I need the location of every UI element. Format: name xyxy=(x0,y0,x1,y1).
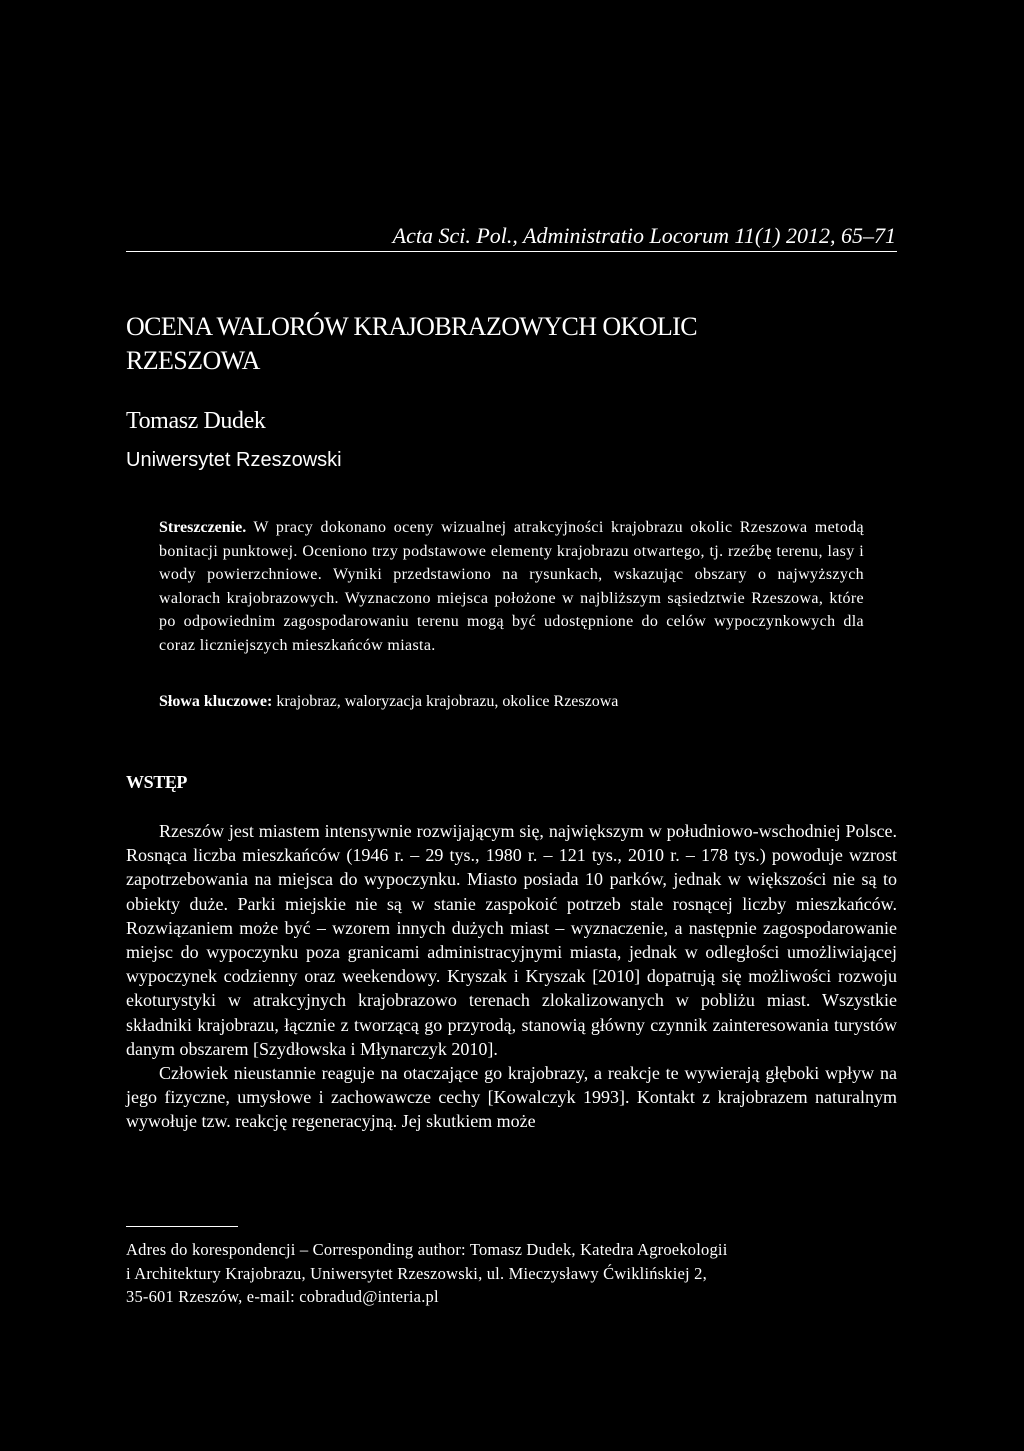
abstract-text: W pracy dokonano oceny wizualnej atrakcyjności krajobrazu okolic Rzeszowa metodą bonitacji punktowej. Oceniono trzy podstawowe elementy krajobrazu otwartego, tj. rzeźbę terenu, lasy i wody powierzchniowe. Wyniki przedstawiono na rysunkach, wskazując obszary o najwyższych walorach krajobrazowych. Wyznaczono miejsca położone w najbliższym sąsiedztwie Rzeszowa, które po odpowiednim zagospodarowaniu terenu mogą być udostępnione do celów wypoczynkowych dla coraz liczniejszych mieszkańców miasta. xyxy=(159,519,865,654)
footnote-line: i Architektury Krajobrazu, Uniwersytet Rzeszowski, ul. Mieczysławy Ćwiklińskiej 2, xyxy=(126,1263,707,1283)
body-paragraph: Człowiek nieustannie reaguje na otaczające go krajobrazy, a reakcje te wywierają głęboki wpływ na jego fizyczne, umysłowe i zachowawcze cechy [Kowalczyk 1993]. Kontakt z krajobrazem naturalnym wywołuje tzw. reakcję regeneracyjną. Jej skutkiem może xyxy=(126,1063,897,1132)
author-name: Tomasz Dudek xyxy=(126,408,266,434)
keywords-text: krajobraz, waloryzacja krajobrazu, okolice Rzeszowa xyxy=(276,693,619,710)
keywords xyxy=(159,690,864,714)
header-rule xyxy=(126,251,897,252)
section-body xyxy=(126,819,897,1134)
author-affiliation: Uniwersytet Rzeszowski xyxy=(126,449,342,471)
journal-header: Acta Sci. Pol., Administratio Locorum 11(1) 2012, 65–71 xyxy=(392,223,896,248)
abstract xyxy=(159,516,864,658)
abstract-label: Streszczenie. xyxy=(159,519,247,536)
footnote-line: 35-601 Rzeszów, e-mail: cobradud@interia.pl xyxy=(126,1287,439,1307)
footnote-rule xyxy=(126,1226,238,1227)
footnote-line: Adres do korespondencji – Corresponding author: Tomasz Dudek, Katedra Agroekologii xyxy=(126,1240,728,1259)
paper-title: OCENA WALORÓW KRAJOBRAZOWYCH OKOLIC RZESZOWA xyxy=(126,312,697,375)
keywords-label: Słowa kluczowe: xyxy=(159,693,273,710)
section-heading: WSTĘP xyxy=(126,772,188,792)
correspondence-footnote xyxy=(126,1238,856,1309)
body-paragraph: Rzeszów jest miastem intensywnie rozwijającym się, największym w południowo-wschodniej Polsce. Rosnąca liczba mieszkańców (1946 r. – 29 tys., 1980 r. – 121 tys., 2010 r. – 178 tys.) powoduje wzrost zapotrzebowania na miejsca do wypoczynku. Miasto posiada 10 parków, jednak w większości nie są to obiekty duże. Parki miejskie nie są w stanie zaspokoić potrzeb stale rosnącej liczby mieszkańców. Rozwiązaniem może być – wzorem innych dużych miast – wyznaczenie, a następnie zagospodarowanie miejsc do wypoczynku poza granicami administracyjnymi miasta, jednak w odległości umożliwiającej wypoczynek codzienny oraz weekendowy. Kryszak i Kryszak [2010] dopatrują się możliwości rozwoju ekoturystyki w atrakcyjnych krajobrazowo terenach zlokalizowanych w pobliżu miast. Wszystkie składniki krajobrazu, łącznie z tworzącą go przyrodą, stanowią główny czynnik zainteresowania turystów danym obszarem [Szydłowska i Młynarczyk 2010]. xyxy=(126,821,897,1059)
